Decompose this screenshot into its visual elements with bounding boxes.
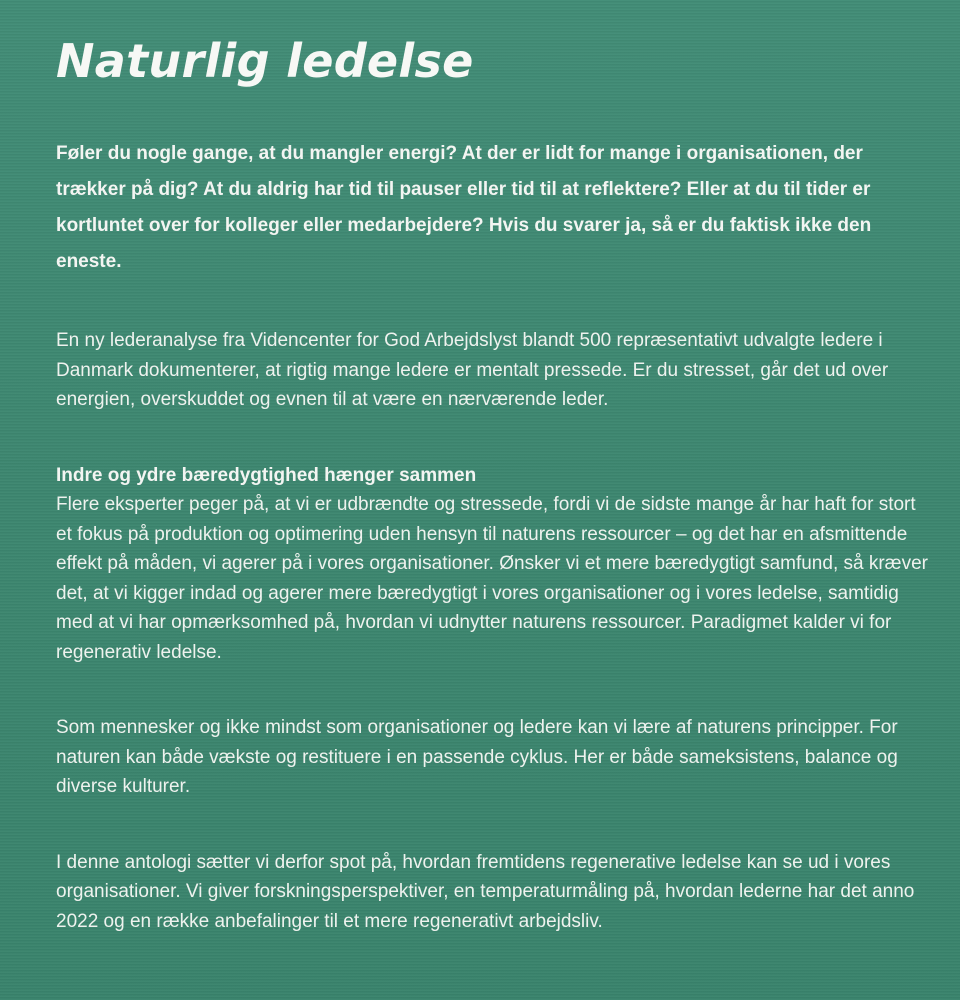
page-title: Naturlig ledelse (56, 34, 474, 88)
section-body: Flere eksperter peger på, at vi er udbrændte og stressede, fordi vi de sidste mange år har haft for stort et fokus på produktion og optimering uden hensyn til naturens ressourcer – og det har en afsmittende effekt på måden, vi agerer på i vores organisationer. Ønsker vi et mere bæredygtigt samfund, så kræver det, at vi kigger indad og agerer mere bæredygtigt i vores organisationer og i vores ledelse, samtidig med at vi har opmærksomhed på, hvordan vi udnytter naturens ressourcer. Paradigmet kalder vi for regenerativ ledelse. (56, 494, 928, 663)
body-paragraph-1: En ny lederanalyse fra Videncenter for God Arbejdslyst blandt 500 repræsentativt udvalgte ledere i Danmark dokumenterer, at rigtig mange ledere er mentalt pressede. Er du stresset, går det ud over energien, overskuddet og evnen til at være en nærværende leder. (56, 330, 889, 410)
section-heading: Indre og ydre bæredygtighed hænger sammen (56, 464, 477, 486)
body-paragraph-2: Som mennesker og ikke mindst som organisationer og ledere kan vi lære af naturens principper. For naturen kan både vækste og restituere i en passende cyklus. Her er både sameksistens, balance og diverse kulturer. (56, 717, 898, 797)
lead-paragraph: Føler du nogle gange, at du mangler energi? At der er lidt for mange i organisationen, der trækker på dig? At du aldrig har tid til pauser eller tid til at reflektere? Eller at du til tider er kortluntet over for kolleger eller medarbejdere? Hvis du svarer ja, så er du faktisk ikke den eneste. (56, 143, 872, 272)
body-paragraph-3: I denne antologi sætter vi derfor spot på, hvordan fremtidens regenerative ledelse kan se ud i vores organisationer. Vi giver forskningsperspektiver, en temperaturmåling på, hvordan lederne har det anno 2022 og en række anbefalinger til et mere regenerativt arbejdsliv. (56, 851, 915, 932)
back-cover-text (56, 32, 936, 982)
section-sustainability (56, 461, 936, 668)
